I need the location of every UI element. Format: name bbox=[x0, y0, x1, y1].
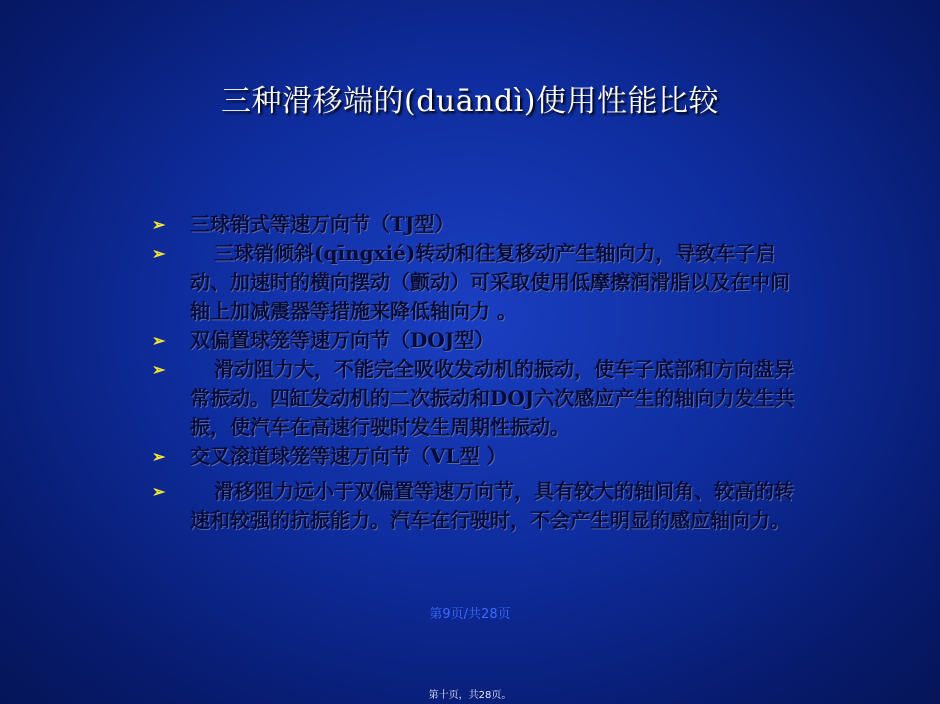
bullet-text: 滑动阻力大，不能完全吸收发动机的振动，使车子底部和方向盘异常振动。四缸发动机的二次振动和DOJ六次感应产生的轴向力发生共振，使汽车在高速行驶时发生周期性振动。 bbox=[190, 357, 795, 439]
page-indicator: 第9页/共28页 bbox=[429, 607, 511, 622]
arrow-bullet-icon: ➢ bbox=[152, 447, 166, 466]
bullet-item-vl-detail bbox=[148, 477, 808, 535]
arrow-bullet-icon: ➢ bbox=[152, 482, 166, 501]
arrow-bullet-icon: ➢ bbox=[152, 360, 166, 379]
bullet-item-tj bbox=[148, 210, 808, 239]
bullet-text: 三球销倾斜(qīngxié)转动和往复移动产生轴向力，导致车子启动、加速时的横向摆动（颤动）可采取使用低摩擦润滑脂以及在中间轴上加减震器等措施来降低轴向力 。 bbox=[190, 241, 790, 323]
arrow-bullet-icon: ➢ bbox=[152, 331, 166, 350]
bullet-item-tj-detail bbox=[148, 239, 808, 326]
bullet-item-doj bbox=[148, 326, 808, 355]
slide-footer: 第十页，共28页。 bbox=[428, 690, 512, 701]
bullet-text: 双偏置球笼等速万向节（DOJ型） bbox=[190, 328, 495, 352]
bullet-text: 滑移阻力远小于双偏置等速万向节，具有较大的轴间角、较高的转速和较强的抗振能力。汽车在行驶时，不会产生明显的感应轴向力。 bbox=[190, 479, 794, 532]
bullet-item-doj-detail bbox=[148, 355, 808, 442]
arrow-bullet-icon: ➢ bbox=[152, 244, 166, 263]
slide-title: 三种滑移端的(duāndì)使用性能比较 bbox=[221, 84, 719, 119]
arrow-bullet-icon: ➢ bbox=[152, 215, 166, 234]
bullet-text: 三球销式等速万向节（TJ型） bbox=[190, 212, 455, 236]
bullet-list bbox=[148, 210, 808, 535]
bullet-text: 交叉滚道球笼等速万向节（VL型 ） bbox=[190, 444, 507, 468]
bullet-item-vl bbox=[148, 442, 808, 471]
